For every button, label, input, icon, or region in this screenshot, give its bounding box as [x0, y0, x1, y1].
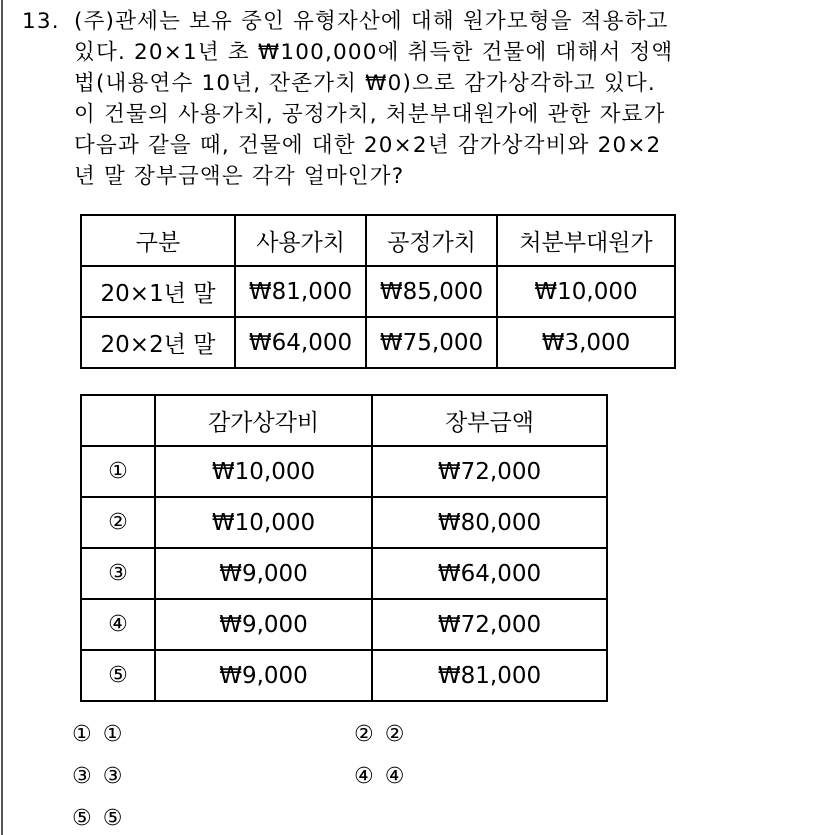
table-row: [81, 650, 607, 701]
header-option: [81, 395, 155, 446]
question-line-1: [22, 6, 812, 37]
question-line-6: 년 말 장부금액은 각각 얼마인가?: [74, 164, 405, 189]
option-number: ③: [81, 548, 155, 599]
choice-5[interactable]: ⑤ ⑤: [72, 806, 125, 831]
table-row: [81, 317, 675, 368]
value-data-table: [80, 214, 676, 369]
value-in-use-cell: ₩64,000: [235, 317, 366, 368]
table-row: [81, 548, 607, 599]
question-line-3: 법(내용연수 10년, 잔존가치 ₩0)으로 감가상각하고 있다.: [74, 71, 656, 96]
header-fair-value: 공정가치: [366, 215, 497, 266]
question-text-1: (주)관세는 보유 중인 유형자산에 대해 원가모형을 적용하고: [74, 9, 669, 34]
row-label: 20×1년 말: [81, 266, 235, 317]
question-line-2: 있다. 20×1년 초 ₩100,000에 취득한 건물에 대해서 정액: [74, 40, 674, 65]
carrying-amount-cell: ₩80,000: [372, 497, 607, 548]
question-line-4: 이 건물의 사용가치, 공정가치, 처분부대원가에 관한 자료가: [74, 102, 666, 127]
depreciation-cell: ₩9,000: [155, 599, 372, 650]
fair-value-cell: ₩75,000: [366, 317, 497, 368]
disposal-cost-cell: ₩3,000: [497, 317, 675, 368]
carrying-amount-cell: ₩81,000: [372, 650, 607, 701]
choice-1[interactable]: ① ①: [72, 722, 125, 747]
choice-4[interactable]: ④ ④: [354, 764, 407, 789]
option-number: ①: [81, 446, 155, 497]
choice-2[interactable]: ② ②: [354, 722, 407, 747]
carrying-amount-cell: ₩72,000: [372, 599, 607, 650]
table-row: [81, 446, 607, 497]
answer-options-table: [80, 394, 608, 702]
carrying-amount-cell: ₩64,000: [372, 548, 607, 599]
depreciation-cell: ₩10,000: [155, 446, 372, 497]
question-number: 13.: [22, 9, 60, 34]
depreciation-cell: ₩9,000: [155, 650, 372, 701]
header-value-in-use: 사용가치: [235, 215, 366, 266]
table-row: [81, 599, 607, 650]
question-line-5: 다음과 같을 때, 건물에 대한 20×2년 감가상각비와 20×2: [74, 133, 662, 158]
header-carrying-amount: 장부금액: [372, 395, 607, 446]
fair-value-cell: ₩85,000: [366, 266, 497, 317]
choice-3[interactable]: ③ ③: [72, 764, 125, 789]
depreciation-cell: ₩10,000: [155, 497, 372, 548]
carrying-amount-cell: ₩72,000: [372, 446, 607, 497]
option-number: ④: [81, 599, 155, 650]
table-header-row: [81, 215, 675, 266]
page-left-border: [1, 0, 3, 835]
header-disposal-cost: 처분부대원가: [497, 215, 675, 266]
option-number: ②: [81, 497, 155, 548]
value-in-use-cell: ₩81,000: [235, 266, 366, 317]
header-category: 구분: [81, 215, 235, 266]
disposal-cost-cell: ₩10,000: [497, 266, 675, 317]
header-depreciation: 감가상각비: [155, 395, 372, 446]
table-row: [81, 266, 675, 317]
table-row: [81, 497, 607, 548]
table-header-row: [81, 395, 607, 446]
option-number: ⑤: [81, 650, 155, 701]
depreciation-cell: ₩9,000: [155, 548, 372, 599]
question-block: [22, 6, 812, 192]
row-label: 20×2년 말: [81, 317, 235, 368]
